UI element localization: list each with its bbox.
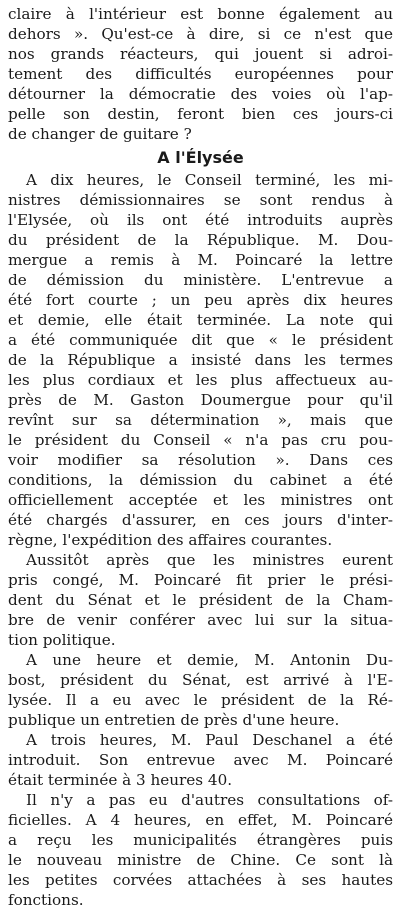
text-line: pris congé, M. Poincaré fit prier le prési-: [8, 571, 393, 589]
text-line: lysée. Il a eu avec le président de la Ré-: [8, 691, 393, 709]
text-line: du président de la République. M. Dou-: [8, 231, 393, 249]
text-line: et demie, elle était terminée. La note qui: [8, 311, 393, 329]
text-line: dent du Sénat et le président de la Cham-: [8, 591, 393, 609]
text-line: le président du Conseil « n'a pas cru pou-: [8, 431, 393, 449]
text-line: pelle son destin, feront bien ces jours-ci: [8, 105, 393, 123]
text-line: voir modifier sa résolution ». Dans ces: [8, 451, 393, 469]
text-line: de changer de guitare ?: [8, 125, 192, 143]
text-line: dehors ». Qu'est-ce à dire, si ce n'est que: [8, 25, 393, 43]
intro-paragraph: [8, 4, 393, 144]
paragraph-consultations: [8, 790, 393, 910]
text-line: A trois heures, M. Paul Deschanel a été: [26, 731, 393, 749]
text-line: les petites corvées attachées à ses hautes: [8, 871, 393, 889]
text-line: revînt sur sa détermination », mais que: [8, 411, 393, 429]
text-line: le nouveau ministre de Chine. Ce sont là: [8, 851, 393, 869]
text-line: claire à l'intérieur est bonne également au: [8, 5, 393, 23]
text-line: fonctions.: [8, 891, 84, 909]
text-line: de démission du ministère. L'entrevue a: [8, 271, 393, 289]
text-line: tion politique.: [8, 631, 116, 649]
text-line: mergue a remis à M. Poincaré la lettre: [8, 251, 393, 269]
text-line: de la République a insisté dans les termes: [8, 351, 393, 369]
paragraph-dubost: [8, 650, 393, 730]
text-line: A dix heures, le Conseil terminé, les mi-: [26, 171, 393, 189]
text-line: Aussitôt après que les ministres eurent: [26, 551, 393, 569]
text-line: détourner la démocratie des voies où l'ap-: [8, 85, 393, 103]
text-line: introduit. Son entrevue avec M. Poincaré: [8, 751, 393, 769]
text-line: a été communiquée dit que « le président: [8, 331, 393, 349]
text-line: ficielles. A 4 heures, en effet, M. Poincaré: [8, 811, 393, 829]
text-line: a reçu les municipalités étrangères puis: [8, 831, 393, 849]
text-line: publique un entretien de près d'une heure.: [8, 711, 340, 729]
text-line: nos grands réacteurs, qui jouent si adroi-: [8, 45, 393, 63]
text-line: été chargés d'assurer, en ces jours d'inter-: [8, 511, 393, 529]
text-line: Il n'y a pas eu d'autres consultations of-: [26, 791, 393, 809]
text-line: été fort courte ; un peu après dix heures: [8, 291, 393, 309]
text-line: conditions, la démission du cabinet a été: [8, 471, 393, 489]
text-line: règne, l'expédition des affaires courantes.: [8, 531, 333, 549]
paragraph-conseil: [8, 170, 393, 550]
text-line: bre de venir conférer avec lui sur la situa-: [8, 611, 393, 629]
paragraph-conge: [8, 550, 393, 650]
text-line: A une heure et demie, M. Antonin Du-: [26, 651, 393, 669]
text-line: tement des difficultés européennes pour: [8, 65, 393, 83]
text-line: officiellement acceptée et les ministres ont: [8, 491, 393, 509]
text-line: était terminée à 3 heures 40.: [8, 771, 233, 789]
text-line: les plus cordiaux et les plus affectueux au-: [8, 371, 393, 389]
text-line: nistres démissionnaires se sont rendus à: [8, 191, 393, 209]
paragraph-deschanel: [8, 730, 393, 790]
text-line: près de M. Gaston Doumergue pour qu'il: [8, 391, 393, 409]
section-heading: A l'Élysée: [157, 148, 244, 167]
text-line: l'Elysée, où ils ont été introduits auprès: [8, 211, 393, 229]
text-line: bost, président du Sénat, est arrivé à l'E-: [8, 671, 393, 689]
